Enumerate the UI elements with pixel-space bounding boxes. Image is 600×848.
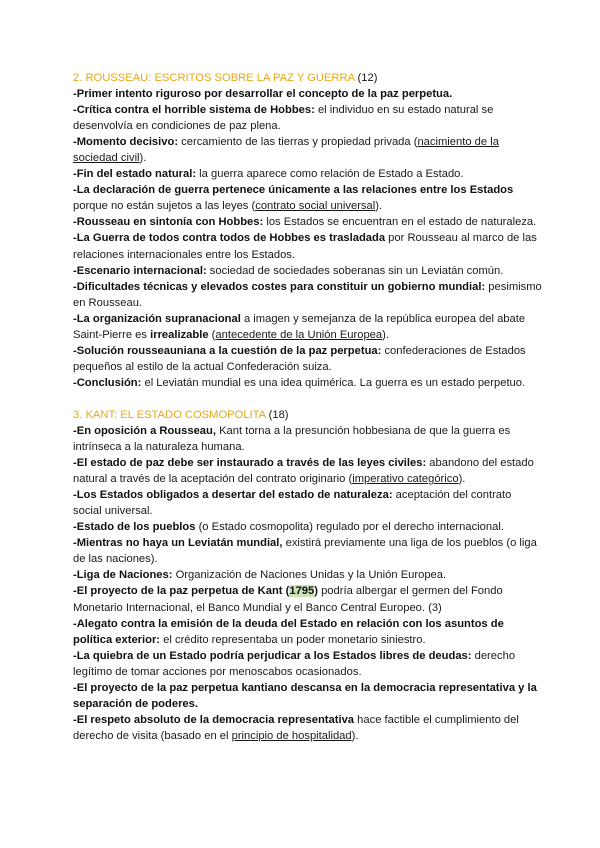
item-text: Organización de Naciones Unidas y la Unión Europea.: [172, 569, 447, 582]
bold-term: -Alegato contra la emisión de la deuda del Estado en relación con los asuntos de política exterior:: [73, 617, 504, 646]
item-text: ).: [458, 473, 466, 486]
bullet-item: [73, 182, 543, 214]
underlined-term: imperativo categórico: [352, 473, 459, 486]
highlighted-year: 1795: [289, 585, 315, 598]
bold-term: -Los Estados obligados a desertar del estado de naturaleza:: [73, 489, 393, 502]
bold-term: -Liga de Naciones:: [73, 569, 173, 582]
section-heading: [73, 407, 543, 423]
underlined-term: principio de hospitalidad: [231, 729, 352, 742]
bold-term: -Rousseau en sintonía con Hobbes:: [73, 216, 264, 229]
bold-term: -Estado de los pueblos: [73, 521, 196, 534]
bold-term: ): [314, 585, 318, 598]
bold-term: -Solución rousseauniana a la cuestión de la paz perpetua:: [73, 344, 382, 357]
bullet-item: [73, 712, 543, 744]
section-spacer: [73, 391, 543, 407]
item-text: los Estados se encuentran en el estado de naturaleza.: [263, 216, 537, 229]
item-text: pesimismo en Rousseau.: [73, 280, 542, 309]
item-text: ).: [351, 729, 359, 742]
item-text: el Leviatán mundial es una idea quimérica. La guerra es un estado perpetuo.: [141, 376, 526, 389]
bold-term: -La declaración de guerra pertenece únicamente a las relaciones entre los Estados: [73, 184, 514, 197]
bullet-item: [73, 311, 543, 343]
section-heading-text: 3. KANT: EL ESTADO COSMOPOLITA: [73, 408, 266, 421]
bold-term: -Conclusión:: [73, 376, 142, 389]
item-text: derecho legítimo de tomar acciones por menoscabos ocasionados.: [73, 649, 516, 678]
bullet-item: [73, 487, 543, 519]
bold-term: -Escenario internacional:: [73, 264, 207, 277]
bullet-item: [73, 214, 543, 230]
item-text: el crédito representaba un poder monetario siniestro.: [160, 633, 426, 646]
bold-term: -Fin del estado natural:: [73, 168, 197, 181]
bullet-item: [73, 455, 543, 487]
bullet-item: [73, 343, 543, 375]
item-text: (: [208, 328, 216, 341]
bold-term: -Mientras no haya un Leviatán mundial,: [73, 537, 283, 550]
bold-term: irrealizable: [150, 328, 209, 341]
bullet-item: [73, 616, 543, 648]
item-text: el individuo en su estado natural se desenvolvía en condiciones de paz plena.: [73, 104, 494, 133]
underlined-term: contrato social universal: [255, 200, 376, 213]
item-text: la guerra aparece como relación de Estado a Estado.: [196, 168, 464, 181]
bold-term: -La organización supranacional: [73, 312, 241, 325]
item-text: Kant torna a la presunción hobbesiana de que la guerra es intrínseca a la naturaleza humana.: [73, 424, 511, 454]
underlined-term: antecedente de la Unión Europea: [215, 328, 383, 341]
bullet-item: [73, 567, 543, 583]
section-heading-text: 2. ROUSSEAU: ESCRITOS SOBRE LA PAZ Y GUERRA: [73, 72, 355, 84]
bullet-item: [73, 535, 543, 567]
section-rousseau: [73, 70, 543, 391]
bold-term: -En oposición a Rousseau,: [73, 424, 216, 437]
bullet-item: [73, 375, 543, 391]
bold-term: -Dificultades técnicas y elevados costes para constituir un gobierno mundial:: [73, 280, 486, 293]
bold-term: -La quiebra de un Estado podría perjudicar a los Estados libres de deudas:: [73, 649, 472, 662]
item-text: aceptación del contrato social universal.: [73, 489, 512, 518]
bullet-item: [73, 86, 543, 102]
bullet-item: [73, 263, 543, 279]
item-text: ).: [375, 200, 383, 213]
item-text: hace factible el cumplimiento del derecho de visita (basado en el: [73, 713, 519, 742]
item-text: por Rousseau al marco de las relaciones internacionales entre los Estados.: [73, 232, 537, 261]
bullet-item: [73, 423, 543, 455]
section-heading: [73, 70, 543, 86]
item-text: podría albergar el germen del Fondo Monetario Internacional, el Banco Mundial y el Banco Central Europeo. (3): [73, 585, 503, 614]
bullet-item: [73, 102, 543, 134]
section-kant: [73, 407, 543, 744]
item-text: abandono del estado natural a través de la aceptación del contrato originario (: [73, 457, 534, 486]
bold-term: -Momento decisivo:: [73, 136, 179, 149]
bullet-item: [73, 583, 543, 615]
bold-term: -El respeto absoluto de la democracia representativa: [73, 713, 355, 726]
bold-term: -El proyecto de la paz perpetua de Kant (: [73, 585, 290, 598]
item-text: porque no están sujetos a las leyes (: [73, 200, 256, 213]
bullet-item: [73, 680, 543, 712]
bold-term: -Primer intento riguroso por desarrollar el concepto de la paz perpetua.: [73, 88, 453, 101]
bullet-item: [73, 230, 543, 262]
bold-term: -El proyecto de la paz perpetua kantiano descansa en la democracia representativa y la separación de poderes.: [73, 681, 537, 710]
bullet-item: [73, 279, 543, 311]
item-text: confederaciones de Estados pequeños al estilo de la actual Confederación suiza.: [73, 344, 526, 373]
bullet-item: [73, 519, 543, 535]
item-text: (o Estado cosmopolita) regulado por el derecho internacional.: [195, 521, 504, 534]
underlined-term: nacimiento de la sociedad civil: [73, 136, 499, 165]
section-count: (18): [268, 408, 289, 421]
section-count: (12): [357, 72, 378, 84]
bold-term: -El estado de paz debe ser instaurado a través de las leyes civiles:: [73, 457, 427, 470]
document-page: [73, 70, 543, 744]
bullet-item: [73, 134, 543, 166]
item-text: existirá previamente una liga de los pueblos (o liga de las naciones).: [73, 537, 537, 566]
bold-term: -La Guerra de todos contra todos de Hobbes es trasladada: [73, 232, 386, 245]
bullet-item: [73, 166, 543, 182]
item-text: ).: [139, 152, 147, 165]
bold-term: -Crítica contra el horrible sistema de Hobbes:: [73, 104, 315, 117]
bullet-item: [73, 648, 543, 680]
item-text: sociedad de sociedades soberanas sin un Leviatán común.: [206, 264, 504, 277]
item-text: cercamiento de las tierras y propiedad privada (: [178, 136, 418, 149]
item-text: a imagen y semejanza de la república europea del abate Saint-Pierre es: [73, 312, 526, 341]
item-text: ).: [382, 328, 389, 341]
